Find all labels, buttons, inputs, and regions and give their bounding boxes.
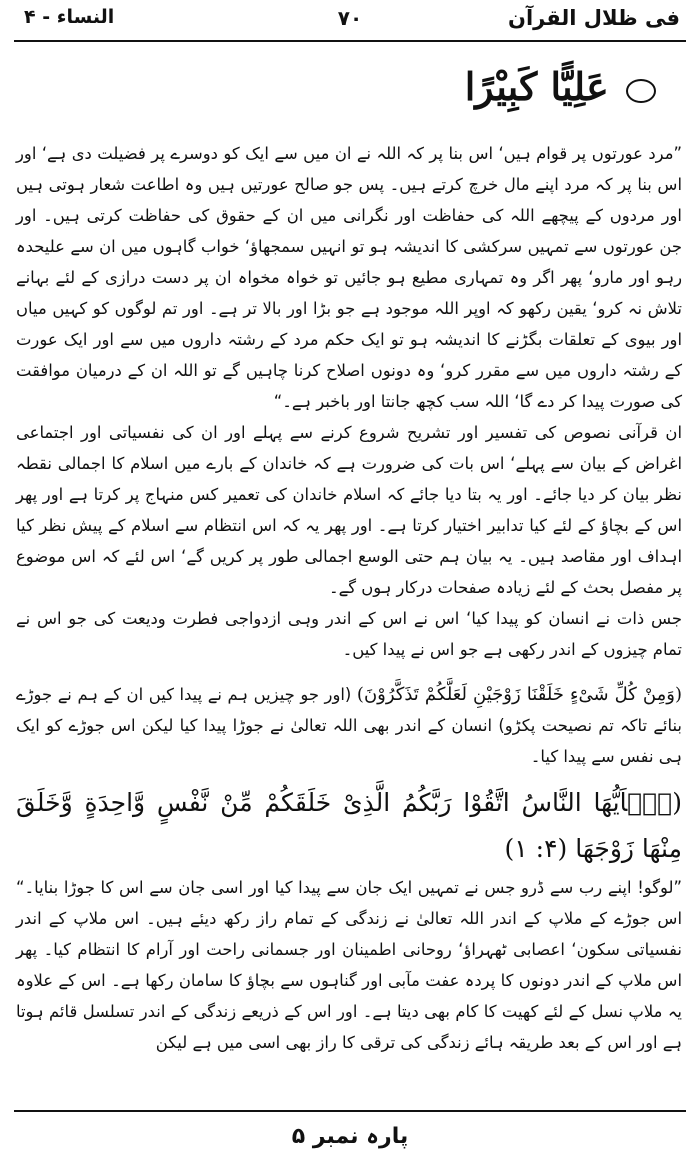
page-number: ۷۰: [337, 6, 363, 30]
page-header: [14, 4, 686, 38]
quran-verse-1: (وَمِنْ کُلِّ شَیْءٍ خَلَقْنَا زَوْجَیْنِ لَعَلَّکُمْ تَذَکَّرُوْنَ): [356, 684, 682, 705]
paragraph-final: ”لوگو! اپنے رب سے ڈرو جس نے تمہیں ایک جان سے پیدا کیا اور اسی جان سے اس کا جوڑا بنایا۔“ اس جوڑے کے ملاپ کے اندر اللہ تعالیٰ نے زندگی کے تمام راز رکھ دیئے ہیں۔ اس ملاپ کے اندر نفسیاتی سکون‘ اعصابی ٹھہراؤ‘ روحانی اطمینان اور جسمانی راحت اور آرام کا انتظام کیا۔ پھر اس ملاپ کے اندر دونوں کا پردہ عفت مآبی اور گناہوں سے بچاؤ کا سامان رکھا ہے۔ اس کے علاوہ یہ ملاپ نسل کے لئے کھیت کا کام بھی دیتا ہے۔ اور اس کے ذریعے زندگی کے اندر تسلسل قائم ہوتا ہے اور اس کے بعد طریقہ ہائے زندگی کی ترقی کا راز بھی اسی میں ہے لیکن: [16, 878, 682, 1052]
paragraph-verse-1: [16, 679, 682, 772]
body-text: [16, 138, 682, 1058]
calligraphy-text: عَلِیًّا کَبِیْرًا: [464, 64, 609, 109]
ornament-seal-icon: [626, 79, 656, 103]
header-divider: [14, 40, 686, 42]
page-footer: پارہ نمبر ۵: [291, 1124, 409, 1149]
verse-1-commentary: (اور جو چیزیں ہم نے پیدا کیں ان کے ہم نے جوڑے بنائے تاکہ تم نصیحت پکڑو) انسان کے اندر بھی اللہ تعالیٰ نے جوڑا پیدا کیا لیکن اس جوڑے کو ایک ہی نفس سے پیدا کیا۔: [16, 685, 682, 766]
calligraphy-heading: [465, 64, 656, 109]
paragraph-translation: ”مرد عورتوں پر قوام ہیں‘ اس بنا پر کہ اللہ نے ان میں سے ایک کو دوسرے پر فضیلت دی ہے‘ اور اس بنا پر کہ مرد اپنے مال خرچ کرتے ہیں۔ پس جو صالح عورتیں ہیں وہ اطاعت شعار ہوتی ہیں اور مردوں کے پیچھے اللہ کی حفاظت اور نگرانی میں ان کے حقوق کی حفاظت کرتی ہیں۔ اور جن عورتوں سے تمہیں سرکشی کا اندیشہ ہو تو انہیں سمجھاؤ‘ خواب گاہوں میں ان سے علیحدہ رہو اور مارو‘ پھر اگر وہ تمہاری مطیع ہو جائیں تو خواہ مخواہ ان پر دست درازی کے لئے بہانے تلاش نہ کرو‘ یقین رکھو کہ اوپر اللہ موجود ہے جو بڑا اور بالا تر ہے۔ اور تم لوگوں کو کہیں میاں اور بیوی کے تعلقات بگڑنے کا اندیشہ ہو تو ایک حکم مرد کے رشتہ داروں میں سے اور ایک عورت کے رشتہ داروں میں سے مقرر کرو‘ وہ دونوں اصلاح کرنا چاہیں گے تو اللہ ان کے درمیان موافقت کی صورت پیدا کر دے گا‘ اللہ سب کچھ جانتا اور باخبر ہے۔“: [16, 144, 682, 411]
paragraph-creation: جس ذات نے انسان کو پیدا کیا‘ اس نے اس کے اندر وہی ازدواجی فطرت ودیعت کی جو اس نے تمام چیزوں کے اندر رکھی ہے جو اس نے پیدا کیں۔: [16, 609, 682, 659]
surah-label: النساء - ۴: [24, 6, 115, 28]
footer-divider: [14, 1110, 686, 1112]
quran-verse-2: (یٰۤاَیُّهَا النَّاسُ اتَّقُوْا رَبَّکُمُ الَّذِیْ خَلَقَکُمْ مِّنْ نَّفْسٍ وَّاحِدَةٍ وَّخَلَقَ مِنْهَا زَوْجَهَا (۴: ۱): [16, 788, 682, 863]
paragraph-intro: ان قرآنی نصوص کی تفسیر اور تشریح شروع کرنے سے پہلے اور ان کی نفسیاتی اور اجتماعی اغراض کے بیان سے پہلے‘ اس بات کی ضرورت ہے کہ خاندان کے بارے میں اسلام کا اجمالی نقطہ نظر بیان کر دیا جائے۔ اور یہ بتا دیا جائے کہ اسلام خاندان کی تعمیر کس منہاج پر کرتا ہے اور پھر اس کے بچاؤ کے لئے کیا تدابیر اختیار کرتا ہے۔ اور پھر یہ کہ اس انتظام سے اسلام کے پیش نظر کیا اہداف اور مقاصد ہیں۔ یہ بیان ہم حتی الوسع اجمالی طور پر کریں گے‘ اس لئے کہ اس موضوع پر مفصل بحث کے لئے زیادہ صفحات درکار ہوں گے۔: [16, 423, 682, 597]
book-title: فی ظلال القرآن: [508, 6, 680, 30]
